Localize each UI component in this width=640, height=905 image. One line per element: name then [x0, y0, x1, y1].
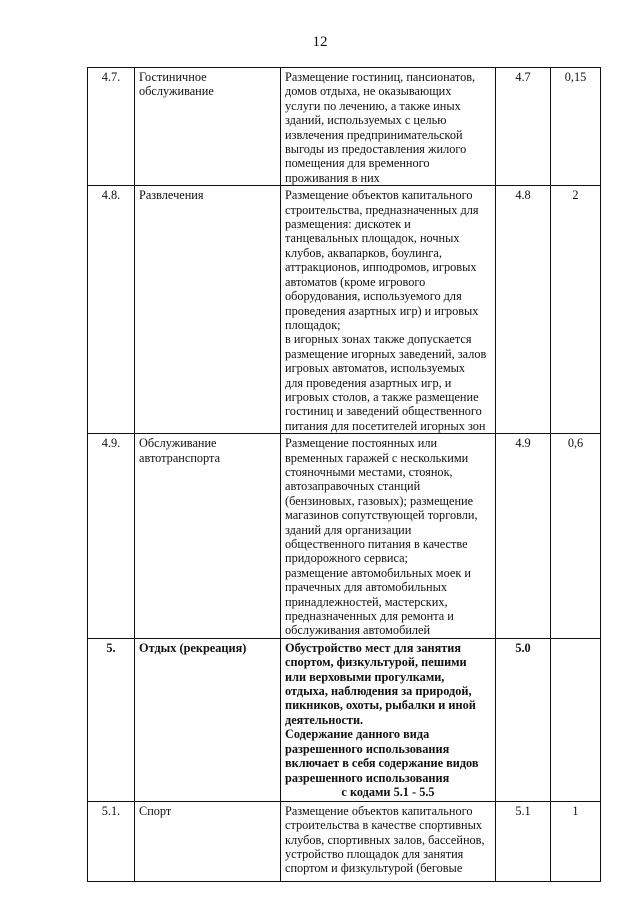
description-line: строительства в качестве спортивных: [285, 818, 483, 833]
table-row: [88, 68, 601, 186]
description-line: предназначенных для ремонта и: [285, 609, 454, 624]
use-type-name: [135, 434, 281, 639]
table-body: [88, 68, 601, 882]
description-line: клубов, аквапарков, боулинга,: [285, 245, 442, 260]
description-line: с кодами 5.1 - 5.5: [341, 784, 435, 799]
use-type-description: [281, 801, 496, 881]
use-type-name: [135, 638, 281, 801]
use-type-name: [135, 801, 281, 881]
description-line: придорожного сервиса;: [285, 551, 408, 566]
use-type-name-line: Отдых (рекреация): [139, 640, 247, 655]
row-number: 4.7.: [88, 68, 135, 186]
use-type-name-line: обслуживание: [139, 84, 214, 99]
description-line: автозаправочных станций: [285, 479, 421, 494]
description-line: спортом, физкультурой, пешими: [285, 655, 467, 670]
description-line: размещение игорных заведений, залов: [285, 346, 487, 361]
land-use-table: [87, 67, 601, 882]
use-type-name: [135, 186, 281, 434]
description-line: деятельности.: [285, 712, 364, 727]
description-line: игровых автоматов, используемых: [285, 361, 466, 376]
description-line: обслуживания автомобилей: [285, 623, 431, 638]
description-line: Обустройство мест для занятия: [285, 640, 462, 655]
use-type-code: 4.7: [496, 68, 551, 186]
description-line: включает в себя содержание видов: [285, 756, 479, 771]
use-type-code: 5.1: [496, 801, 551, 881]
description-line: устройство площадок для занятия: [285, 847, 464, 862]
description-line: прачечных для автомобильных: [285, 580, 447, 595]
description-line: зданий, используемых с целью: [285, 113, 447, 128]
table-row: [88, 801, 601, 881]
use-type-description: [281, 186, 496, 434]
row-number: 4.8.: [88, 186, 135, 434]
description-line: строительства, предназначенных для: [285, 202, 479, 217]
coefficient-value: 2: [551, 186, 601, 434]
description-line: Размещение постоянных или: [285, 436, 438, 451]
description-line: гостиниц и заведений общественного: [285, 404, 482, 419]
description-line: спортом и физкультурой (беговые: [285, 861, 463, 876]
description-line: временных гаражей с несколькими: [285, 450, 469, 465]
description-line: или верховыми прогулками,: [285, 669, 445, 684]
description-line: Содержание данного вида: [285, 727, 430, 742]
description-line: игровых столов, а также размещение: [285, 389, 479, 404]
use-type-name: [135, 68, 281, 186]
use-type-description: [281, 638, 496, 801]
description-line: помещения для временного: [285, 156, 430, 171]
description-line: выгоды из предоставления жилого: [285, 142, 467, 157]
use-type-code: 5.0: [496, 638, 551, 801]
use-type-name-line: Гостиничное: [139, 70, 207, 84]
description-line: извлечения предпринимательской: [285, 127, 463, 142]
description-line: услуги по лечению, а также иных: [285, 98, 461, 113]
description-line: для проведения азартных игр, и: [285, 375, 452, 390]
description-line: оборудования, используемого для: [285, 289, 462, 304]
row-number: 4.9.: [88, 434, 135, 639]
coefficient-value: 0,6: [551, 434, 601, 639]
use-type-name-line: Развлечения: [139, 188, 204, 203]
description-line: в игорных зонах также допускается: [285, 332, 472, 347]
description-line: стояночными местами, стоянок,: [285, 464, 453, 479]
row-number: 5.1.: [88, 801, 135, 881]
description-line: площадок;: [285, 317, 341, 332]
description-line: пикников, охоты, рыбалки и иной: [285, 698, 476, 713]
description-line: Размещение гостиниц, пансионатов,: [285, 70, 476, 84]
table-row: [88, 434, 601, 639]
use-type-description: [281, 68, 496, 186]
description-line: танцевальных площадок, ночных: [285, 231, 460, 246]
description-line: проведения азартных игр) и игровых: [285, 303, 479, 318]
table-row: [88, 638, 601, 801]
description-line: размещения: дискотек и: [285, 217, 411, 232]
description-line: разрешенного использования: [285, 741, 450, 756]
description-line: аттракционов, ипподромов, игровых: [285, 260, 477, 275]
description-line: магазинов сопутствующей торговли,: [285, 508, 478, 523]
use-type-name-line: Обслуживание: [139, 436, 217, 451]
use-type-name-line: Спорт: [139, 803, 172, 818]
description-line: проживания в них: [285, 170, 380, 185]
description-line: разрешенного использования: [285, 770, 450, 785]
coefficient-value: [551, 638, 601, 801]
coefficient-value: 0,15: [551, 68, 601, 186]
description-line: размещение автомобильных моек и: [285, 565, 471, 580]
description-line: питания для посетителей игорных зон: [285, 418, 486, 433]
description-line: Размещение объектов капитального: [285, 188, 473, 203]
use-type-code: 4.8: [496, 186, 551, 434]
table-row: [88, 186, 601, 434]
description-line: общественного питания в качестве: [285, 537, 468, 551]
description-line: домов отдыха, не оказывающих: [285, 84, 452, 99]
description-line: клубов, спортивных залов, бассейнов,: [285, 832, 485, 847]
description-line: Размещение объектов капитального: [285, 803, 473, 818]
description-line: автоматов (кроме игрового: [285, 274, 426, 289]
description-line: зданий для организации: [285, 522, 412, 537]
use-type-code: 4.9: [496, 434, 551, 639]
page-number: 12: [312, 34, 328, 50]
row-number: 5.: [88, 638, 135, 801]
description-line: принадлежностей, мастерских,: [285, 594, 448, 609]
coefficient-value: 1: [551, 801, 601, 881]
use-type-name-line: автотранспорта: [139, 450, 221, 465]
description-line: отдыха, наблюдения за природой,: [285, 684, 472, 699]
description-line: (бензиновых, газовых); размещение: [285, 493, 474, 508]
use-type-description: [281, 434, 496, 639]
